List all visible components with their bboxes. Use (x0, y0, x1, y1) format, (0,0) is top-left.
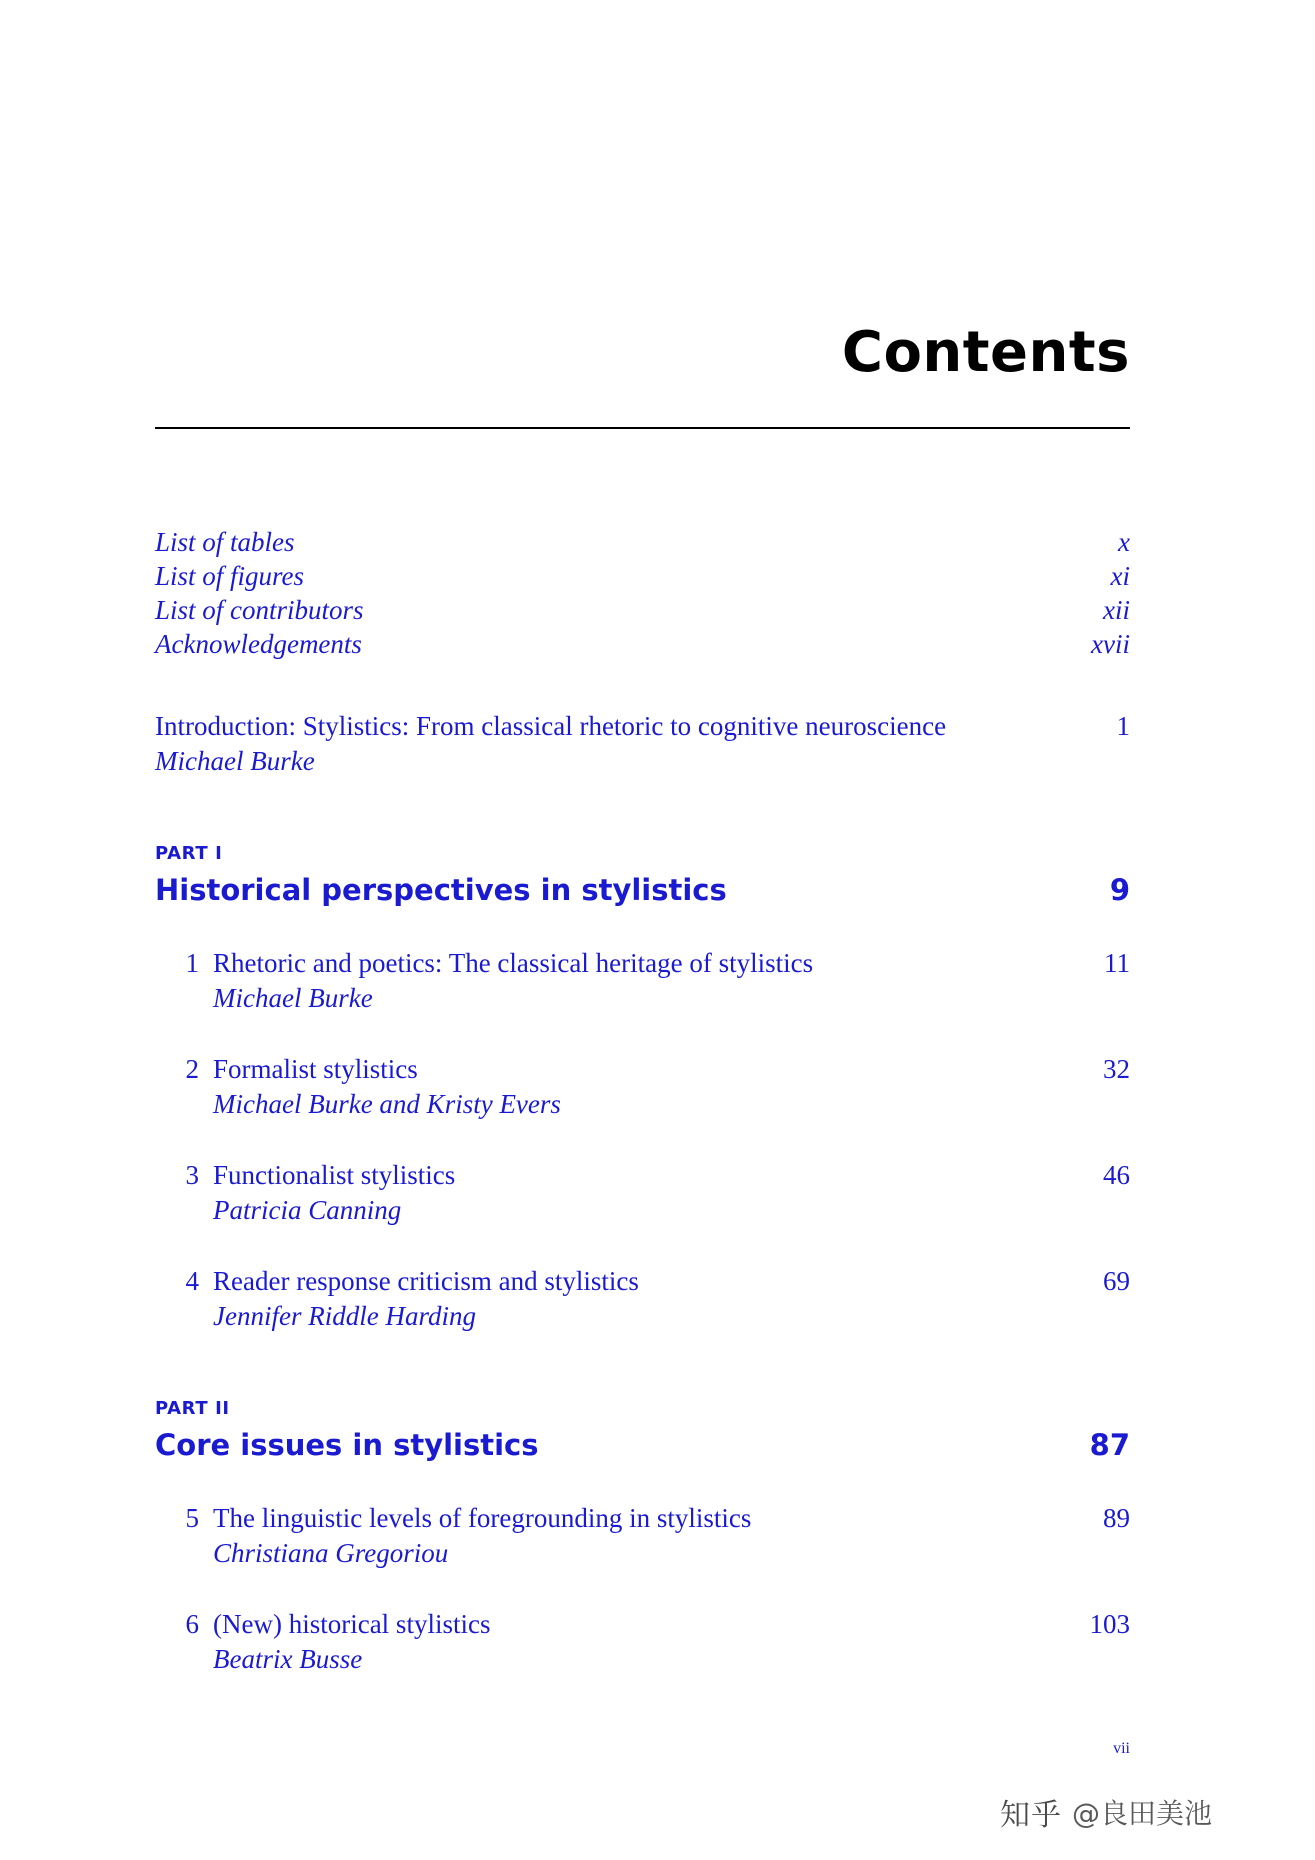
chapter-title-row (213, 946, 1130, 980)
chapter-body (199, 1052, 1130, 1122)
list-item[interactable] (155, 627, 1130, 661)
chapter-page: 11 (1104, 948, 1130, 978)
chapter-number: 5 (185, 1503, 199, 1533)
frontmatter-page: x (1118, 527, 1130, 557)
part-section-2 (155, 1398, 1130, 1677)
title-rule (155, 427, 1130, 429)
frontmatter-page: xi (1110, 561, 1130, 591)
part-title-row[interactable] (155, 870, 1130, 910)
chapter-title: Rhetoric and poetics: The classical heritage of stylistics (213, 948, 814, 978)
frontmatter-label: Acknowledgements (155, 629, 362, 659)
frontmatter-page: xii (1103, 595, 1130, 625)
chapter-entry[interactable] (155, 1607, 1130, 1677)
chapter-title: Reader response criticism and stylistics (213, 1266, 639, 1296)
chapter-author: Patricia Canning (213, 1195, 402, 1225)
zhihu-logo-icon: 知乎 (1000, 1798, 1062, 1833)
watermark-handle: @良田美池 (1072, 1797, 1213, 1830)
part-title-row[interactable] (155, 1425, 1130, 1465)
frontmatter-page: xvii (1091, 629, 1130, 659)
chapter-title: The linguistic levels of foregrounding in stylistics (213, 1503, 752, 1533)
chapter-title-row (213, 1264, 1130, 1298)
chapter-page: 103 (1089, 1609, 1130, 1639)
list-item[interactable] (155, 559, 1130, 593)
part-section-1 (155, 843, 1130, 1334)
chapter-author: Beatrix Busse (213, 1644, 363, 1674)
introduction-page: 1 (1116, 711, 1130, 741)
chapter-title-row (213, 1052, 1130, 1086)
chapter-number: 6 (185, 1609, 199, 1639)
frontmatter-label: List of contributors (155, 595, 364, 625)
chapter-body (199, 1264, 1130, 1334)
chapter-title-row (213, 1158, 1130, 1192)
list-item[interactable] (155, 593, 1130, 627)
chapter-entry[interactable] (155, 1158, 1130, 1228)
chapter-page: 32 (1103, 1054, 1130, 1084)
chapter-title: Functionalist stylistics (213, 1160, 456, 1190)
introduction-title-row[interactable] (155, 709, 1130, 743)
frontmatter-label: List of tables (155, 527, 295, 557)
chapter-page: 69 (1103, 1266, 1130, 1296)
chapter-title: (New) historical stylistics (213, 1609, 491, 1639)
chapter-body (199, 1607, 1130, 1677)
chapter-page: 89 (1103, 1503, 1130, 1533)
chapter-number: 3 (185, 1160, 199, 1190)
chapter-body (199, 1501, 1130, 1571)
chapter-entry[interactable] (155, 1264, 1130, 1334)
chapter-body (199, 946, 1130, 1016)
chapter-title-row (213, 1501, 1130, 1535)
chapter-author: Jennifer Riddle Harding (213, 1301, 476, 1331)
chapter-body (199, 1158, 1130, 1228)
introduction-entry (155, 709, 1130, 779)
part-label: PART I (155, 843, 223, 864)
chapter-page: 46 (1103, 1160, 1130, 1190)
chapter-entry[interactable] (155, 946, 1130, 1016)
page-number: vii (1113, 1740, 1130, 1757)
chapter-number: 4 (185, 1266, 199, 1296)
introduction-title: Introduction: Stylistics: From classical rhetoric to cognitive neuroscience (155, 711, 947, 741)
contents-body (155, 0, 1130, 1677)
part-title: Core issues in stylistics (155, 1428, 539, 1462)
introduction-author: Michael Burke (155, 746, 315, 776)
frontmatter-label: List of figures (155, 561, 305, 591)
watermark (1000, 1790, 1212, 1834)
chapter-number: 2 (185, 1054, 199, 1084)
chapter-author: Michael Burke and Kristy Evers (213, 1089, 561, 1119)
chapter-author: Christiana Gregoriou (213, 1538, 449, 1568)
chapter-author: Michael Burke (213, 983, 373, 1013)
folio-container (155, 1740, 1130, 1758)
part-title: Historical perspectives in stylistics (155, 873, 727, 907)
chapter-entry[interactable] (155, 1501, 1130, 1571)
list-item[interactable] (155, 525, 1130, 559)
chapter-number: 1 (185, 948, 199, 978)
chapter-title: Formalist stylistics (213, 1054, 418, 1084)
part-page: 87 (1089, 1428, 1130, 1462)
frontmatter-list (155, 525, 1130, 661)
page-title: Contents (841, 320, 1130, 385)
part-page: 9 (1109, 873, 1130, 907)
part-label: PART II (155, 1398, 230, 1419)
chapter-title-row (213, 1607, 1130, 1641)
chapter-entry[interactable] (155, 1052, 1130, 1122)
